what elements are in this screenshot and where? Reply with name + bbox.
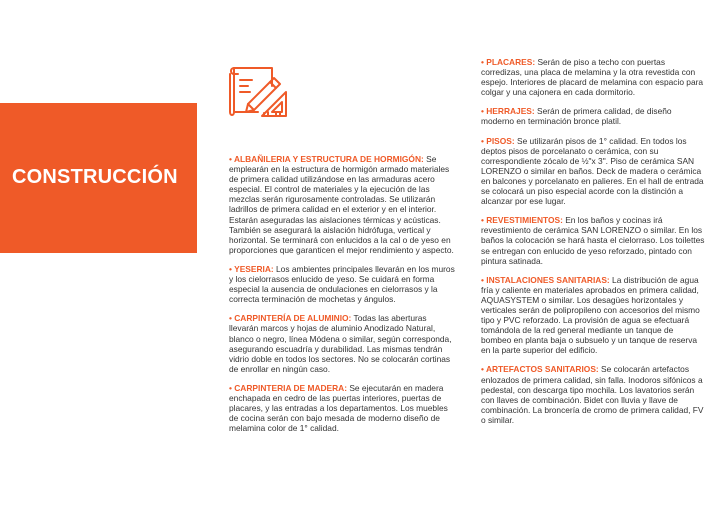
section-body: Se utilizarán pisos de 1° calidad. En todos los deptos pisos de porcelanato o cerámica, con su correspondiente zócalo de ½"x 3". Piso de cerámica SAN LORENZO o similar en baños. Deck de madera o cerámica en balcones y porcelanato en palieres. En el hall de entrada se colocará un piso especial acorde con la distinción a alcanzar por ese lugar. bbox=[481, 135, 704, 207]
section-albanileria bbox=[229, 154, 455, 255]
section-herrajes bbox=[481, 106, 705, 126]
section-title: • ARTEFACTOS SANITARIOS: bbox=[481, 364, 599, 375]
section-carpinteria-aluminio bbox=[229, 313, 455, 374]
section-title: • CARPINTERIA DE MADERA: bbox=[229, 382, 348, 393]
section-title: • PLACARES: bbox=[481, 57, 536, 67]
right-column bbox=[481, 57, 705, 434]
section-body: Todas las aberturas llevarán marcos y hojas de aluminio Anodizado Natural, blanco o negro, línea Módena o similar, según corresponda, asegurando escuadría y durabilidad. Las mismas tendrán vidrio doble en todos los sectores. No se colocarán cortinas de enrollar en ningún caso. bbox=[229, 313, 452, 374]
title-banner bbox=[0, 103, 197, 253]
section-instalaciones-sanitarias bbox=[481, 275, 705, 356]
section-title: • HERRAJES: bbox=[481, 106, 535, 117]
section-body: Se emplearán en la estructura de hormigón armado materiales de primera calidad utilizándose en las armaduras acero especial. El control de materiales y la ejecución de las mezclas serán rigurosamente controladas. Se utilizarán ladrillos de primera calidad en el exterior y en el interior. Estarán aseguradas las aislaciones térmicas y acústicas. También se asegurará la aislación hidrófuga, vertical y horizontal. Se terminará con enlucidos a la cal o de yeso en proporciones que garanticen el mejor rendimiento y aspecto. bbox=[229, 154, 454, 255]
section-body: Se colocarán artefactos enlozados de primera calidad, sin falla. Inodoros sifónicos a pedestal, con descarga tipo mochila. Los lavatorios serán con llaves de combinación. Bidet con lluvia y llave de combinación. La broncería de cromo de primera calidad, FV o similar. bbox=[481, 364, 704, 425]
section-title: • REVESTIMIENTOS: bbox=[481, 215, 563, 226]
section-yeseria bbox=[229, 264, 455, 304]
section-body: Serán de piso a techo con puertas corredizas, una placa de melamina y la otra revestida con espejo. Interiores de placard de melamina con espacio para colgar y una cajonera en cada dormitorio. bbox=[481, 57, 704, 98]
section-artefactos-sanitarios bbox=[481, 364, 705, 425]
section-title: • YESERIA: bbox=[229, 263, 274, 274]
section-body: Los ambientes principales llevarán en los muros y los cielorrasos enlucido de yeso. Se cuidará en forma especial la ausencia de ondulaciones en cielorrasos y la correcta terminación de mochetas y ángulos. bbox=[229, 263, 455, 305]
section-title: • ALBAÑILERIA Y ESTRUCTURA DE HORMIGÓN: bbox=[229, 154, 424, 164]
section-title: • CARPINTERÍA DE ALUMINIO: bbox=[229, 313, 352, 324]
section-placares bbox=[481, 57, 705, 97]
left-column bbox=[229, 154, 455, 442]
section-title: • PISOS: bbox=[481, 135, 515, 146]
section-body: Se ejecutarán en madera enchapada en cedro de las puertas interiores, puertas de placares, y las entradas a los departamentos. Los muebles de cocina serán con bajo mesada de moderno diseño de melamina color de 1° calidad. bbox=[229, 382, 448, 434]
section-title: • INSTALACIONES SANITARIAS: bbox=[481, 274, 610, 285]
section-body: En los baños y cocinas irá revestimiento de cerámica SAN LORENZO o similar. En los baños la colocación se hará hasta el cielorraso. Los toilettes se entregan con enlucido de yeso reforzado, pintado con pintura satinada. bbox=[481, 215, 705, 266]
section-body: Serán de primera calidad, de diseño moderno en terminación bronce platil. bbox=[481, 106, 672, 127]
blueprint-pencil-ruler-icon bbox=[228, 64, 290, 122]
page-title: CONSTRUCCIÓN bbox=[12, 166, 178, 188]
section-body: La distribución de agua fría y caliente en materiales aprobados en primera calidad, AQUASYSTEM o similar. Los desagües horizontales y verticales serán de polipropileno con accesorios del mismo tipo y PVC reforzado. La provisión de agua se efectuará tomándola de la red general mediante un tanque de bombeo en planta baja o subsuelo y un tanque de reserva en la parte superior del edificio. bbox=[481, 274, 700, 356]
section-revestimientos bbox=[481, 215, 705, 265]
section-carpinteria-madera bbox=[229, 383, 455, 433]
section-pisos bbox=[481, 136, 705, 207]
